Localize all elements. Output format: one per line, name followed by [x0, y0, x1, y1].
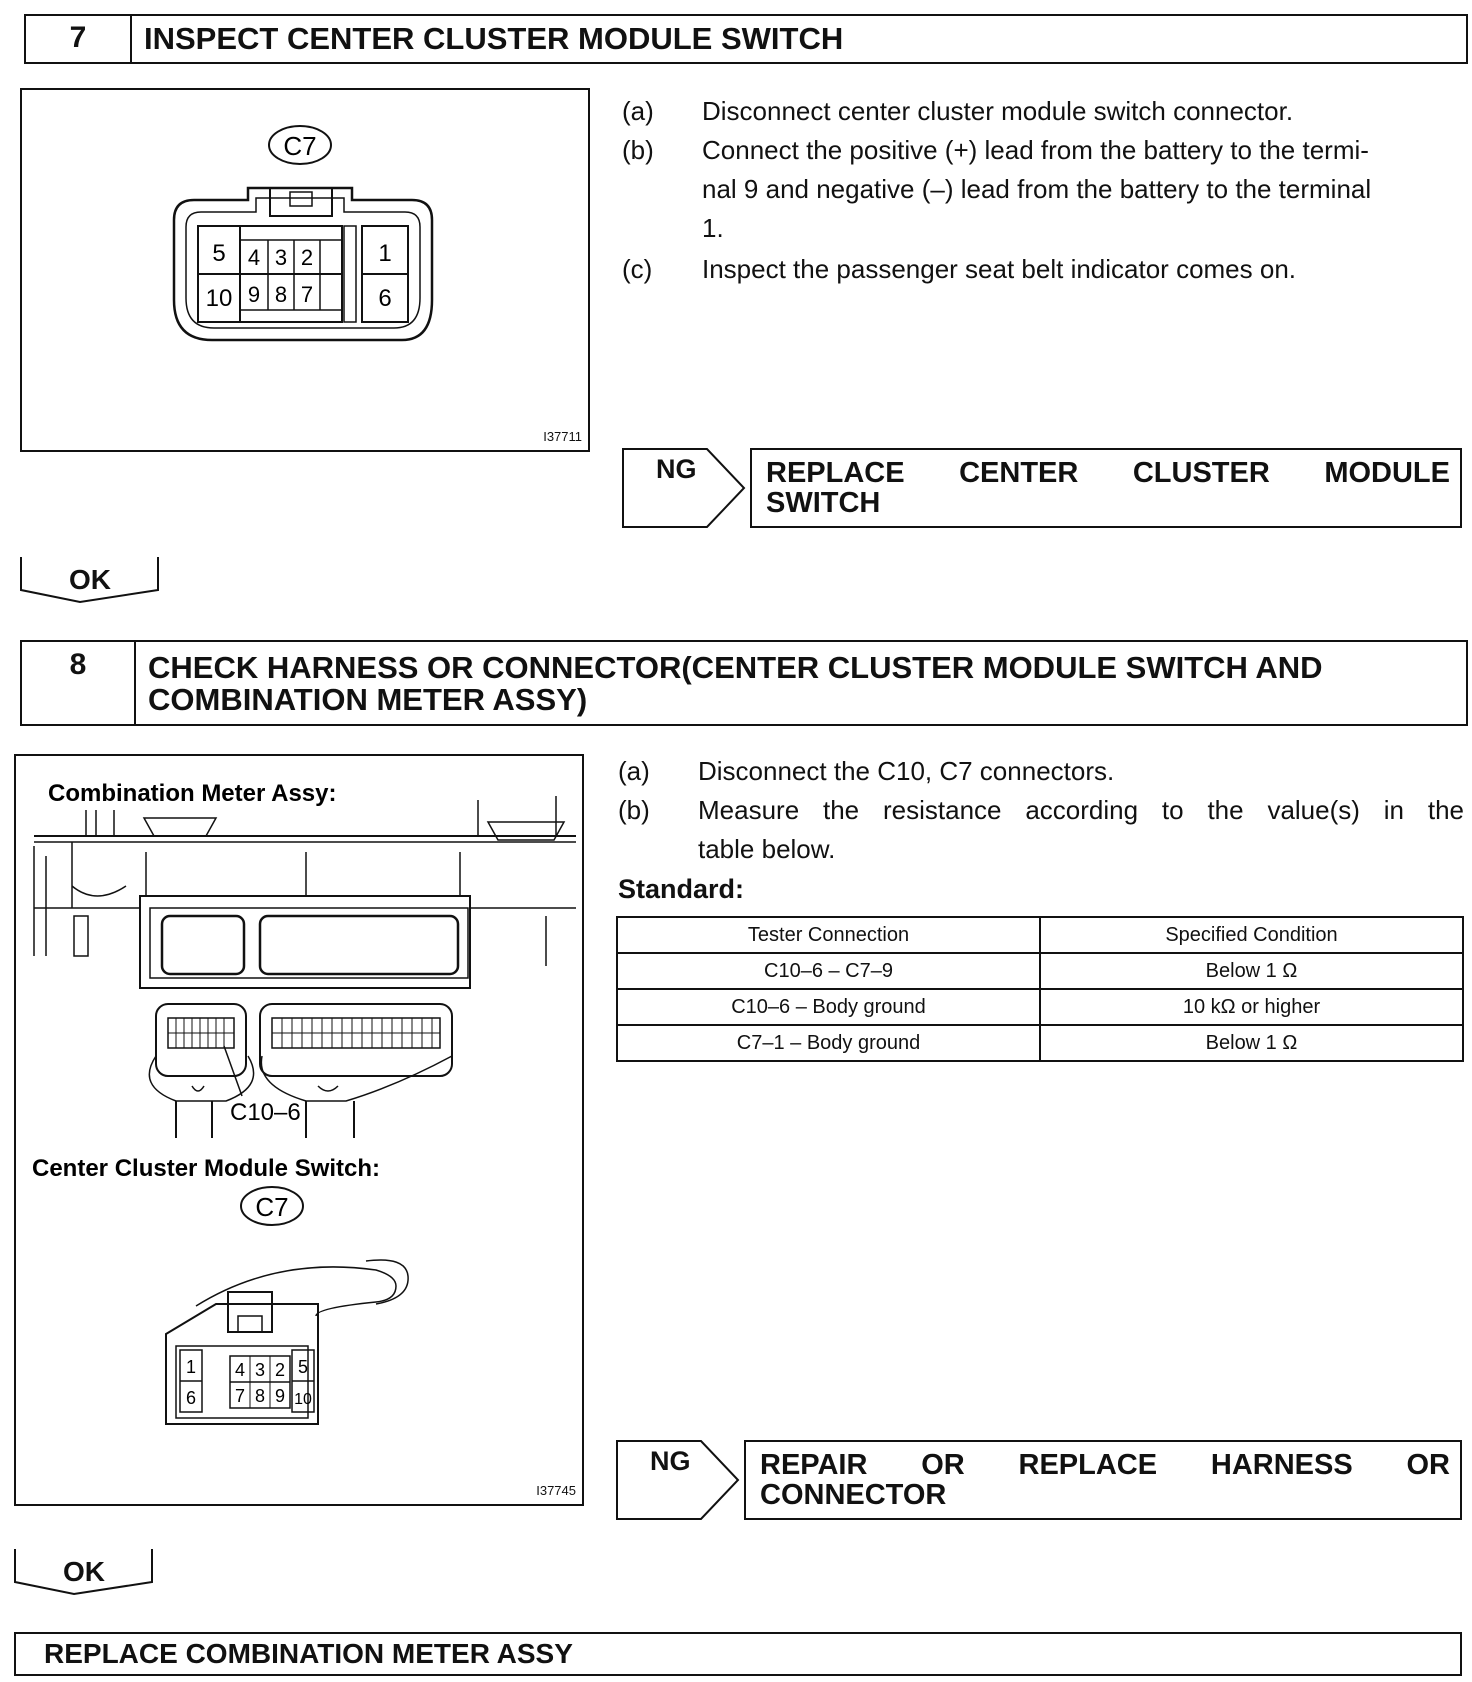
- c7-pin-7: 7: [300, 282, 314, 307]
- table-cell: Below 1 Ω: [1040, 953, 1463, 989]
- step8-ng-branch: [616, 1440, 1462, 1520]
- c7-lower-pin-2: 2: [274, 1360, 286, 1380]
- step7-ok-branch: [20, 556, 160, 604]
- c7-pin-4: 4: [247, 245, 261, 270]
- figure-id: I37711: [543, 429, 582, 444]
- step8-title-line2: COMBINATION METER ASSY): [148, 682, 588, 717]
- c7-pin-5: 5: [212, 240, 226, 267]
- step-text-line: nal 9 and negative (–) lead from the battery to the terminal: [702, 174, 1372, 204]
- ng-action-line: CONNECTOR: [760, 1479, 947, 1511]
- step-label: (a): [618, 756, 650, 786]
- c7-connector-diagram: [22, 90, 588, 450]
- c7-label: C7: [283, 131, 317, 161]
- step-label: (c): [622, 254, 653, 284]
- c7-pin-9: 9: [247, 282, 261, 307]
- step-label: (a): [622, 96, 654, 126]
- table-row: [617, 989, 1463, 1025]
- final-action-box: REPLACE COMBINATION METER ASSY: [14, 1632, 1462, 1676]
- table-cell: Below 1 Ω: [1040, 1025, 1463, 1061]
- table-header: Specified Condition: [1040, 917, 1463, 953]
- c7-lower-pin-1: 1: [185, 1357, 197, 1377]
- step7-figure: [20, 88, 590, 452]
- ng-action-box: [750, 448, 1462, 528]
- ng-action-line: REPAIR OR REPLACE HARNESS OR: [760, 1449, 1450, 1481]
- table-header: Tester Connection: [617, 917, 1040, 953]
- standard-label: Standard:: [618, 874, 745, 904]
- step7-header: [24, 14, 1468, 64]
- c10-6-label: C10–6: [230, 1099, 301, 1126]
- figure-id: I37745: [536, 1483, 576, 1498]
- c7-pin-8: 8: [274, 282, 288, 307]
- step-text-line: Measure the resistance according to the value(s) in the: [698, 795, 1464, 825]
- step7-ng-branch: [622, 448, 1462, 528]
- step7-number: 7: [26, 16, 132, 62]
- c7-lower-pin-3: 3: [254, 1360, 266, 1380]
- c7-lower-pin-9: 9: [274, 1386, 286, 1406]
- step-text: Disconnect center cluster module switch connector.: [702, 96, 1294, 126]
- step-label: (b): [622, 135, 654, 165]
- table-cell: C10–6 – C7–9: [617, 953, 1040, 989]
- c7-pin-1: 1: [378, 240, 392, 267]
- step8-header: [20, 640, 1468, 726]
- c7-lower-pin-10: 10: [294, 1391, 312, 1408]
- step8-figure: [14, 754, 584, 1506]
- step-label: (b): [618, 795, 650, 825]
- table-cell: C10–6 – Body ground: [617, 989, 1040, 1025]
- ng-label: NG: [650, 1446, 691, 1476]
- table-row: [617, 953, 1463, 989]
- step-text-line: table below.: [698, 834, 836, 864]
- switch-label: Center Cluster Module Switch:: [32, 1155, 381, 1182]
- table-cell: 10 kΩ or higher: [1040, 989, 1463, 1025]
- harness-connector-diagram: [16, 756, 582, 1504]
- c7-lower-pin-6: 6: [185, 1388, 197, 1408]
- table-header-row: [617, 917, 1463, 953]
- step-text-line: Connect the positive (+) lead from the battery to the termi-: [702, 135, 1369, 165]
- step-text-line: 1.: [702, 213, 724, 243]
- ok-label: OK: [69, 564, 111, 595]
- c7-label-lower: C7: [255, 1192, 289, 1222]
- table-cell: C7–1 – Body ground: [617, 1025, 1040, 1061]
- c7-lower-pin-4: 4: [234, 1360, 246, 1380]
- c7-pin-2: 2: [300, 245, 314, 270]
- step-text: Inspect the passenger seat belt indicator comes on.: [702, 254, 1297, 284]
- step8-title-line1: CHECK HARNESS OR CONNECTOR(CENTER CLUSTER MODULE SWITCH AND: [148, 650, 1323, 685]
- c7-lower-pin-7: 7: [234, 1386, 246, 1406]
- c7-lower-pin-5: 5: [297, 1357, 309, 1377]
- c7-pin-10: 10: [205, 285, 233, 312]
- spec-table: [616, 916, 1464, 1062]
- ng-action-box: [744, 1440, 1462, 1520]
- step8-number: 8: [22, 642, 136, 724]
- c7-pin-3: 3: [274, 245, 288, 270]
- c7-lower-pin-8: 8: [254, 1386, 266, 1406]
- step8-ok-branch: [14, 1548, 154, 1596]
- ng-action-line: SWITCH: [766, 487, 881, 519]
- ng-action-line: REPLACE CENTER CLUSTER MODULE: [766, 457, 1450, 489]
- ng-label: NG: [656, 454, 697, 484]
- ok-label: OK: [63, 1556, 105, 1587]
- table-row: [617, 1025, 1463, 1061]
- meter-assy-label: Combination Meter Assy:: [48, 780, 337, 807]
- c7-pin-6: 6: [378, 285, 392, 312]
- step7-title: INSPECT CENTER CLUSTER MODULE SWITCH: [144, 21, 844, 56]
- step-text: Disconnect the C10, C7 connectors.: [698, 756, 1115, 786]
